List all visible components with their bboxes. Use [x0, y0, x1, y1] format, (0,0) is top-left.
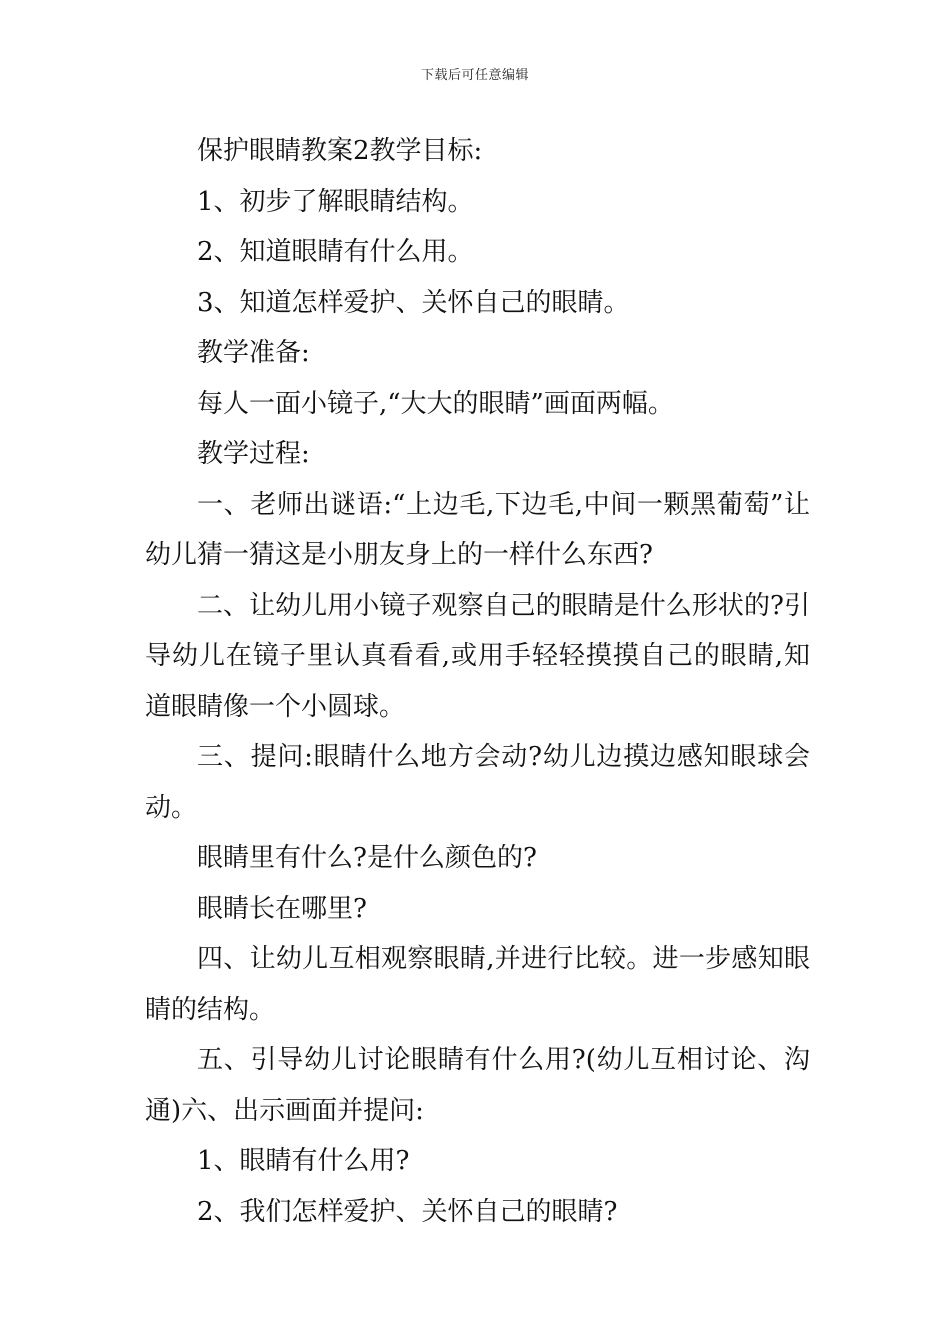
paragraph-process-heading: 教学过程: [197, 439, 310, 469]
paragraph-question-2: 眼睛长在哪里? [197, 893, 367, 924]
paragraph-question-4: 2、我们怎样爱护、关怀自己的眼睛? [197, 1196, 618, 1227]
paragraph-objective-1: 1、初步了解眼睛结构。 [197, 186, 474, 217]
paragraph-objective-2: 2、知道眼睛有什么用。 [197, 237, 474, 267]
paragraph-step-3: 三、提问:眼睛什么地方会动?幼儿边摸边感知眼球会动。 [145, 742, 810, 823]
paragraph-step-2: 二、让幼儿用小镜子观察自己的眼睛是什么形状的?引导幼儿在镜子里认真看看,或用手轻轻摸摸自己的眼睛,知道眼睛像一个小圆球。 [145, 590, 810, 722]
paragraph-preparation: 每人一面小镜子,“大大的眼睛”画面两幅。 [197, 388, 674, 419]
paragraph-question-1: 眼睛里有什么?是什么颜色的? [197, 843, 537, 873]
paragraph-question-3: 1、眼睛有什么用? [197, 1146, 410, 1176]
page-header-note: 下载后可任意编辑 [420, 68, 529, 83]
document-body [145, 126, 810, 1237]
paragraph-step-1: 一、老师出谜语:“上边毛,下边毛,中间一颗黑葡萄”让幼儿猜一猜这是小朋友身上的一样什么东西? [145, 489, 810, 570]
paragraph-step-4: 四、让幼儿互相观察眼睛,并进行比较。进一步感知眼睛的结构。 [145, 944, 810, 1025]
paragraph-objective-3: 3、知道怎样爱护、关怀自己的眼睛。 [197, 287, 630, 318]
paragraph-title: 保护眼睛教案2教学目标: [197, 136, 483, 166]
paragraph-step-5: 五、引导幼儿讨论眼睛有什么用?(幼儿互相讨论、沟通)六、出示画面并提问: [145, 1045, 810, 1126]
paragraph-preparation-heading: 教学准备: [197, 338, 310, 368]
